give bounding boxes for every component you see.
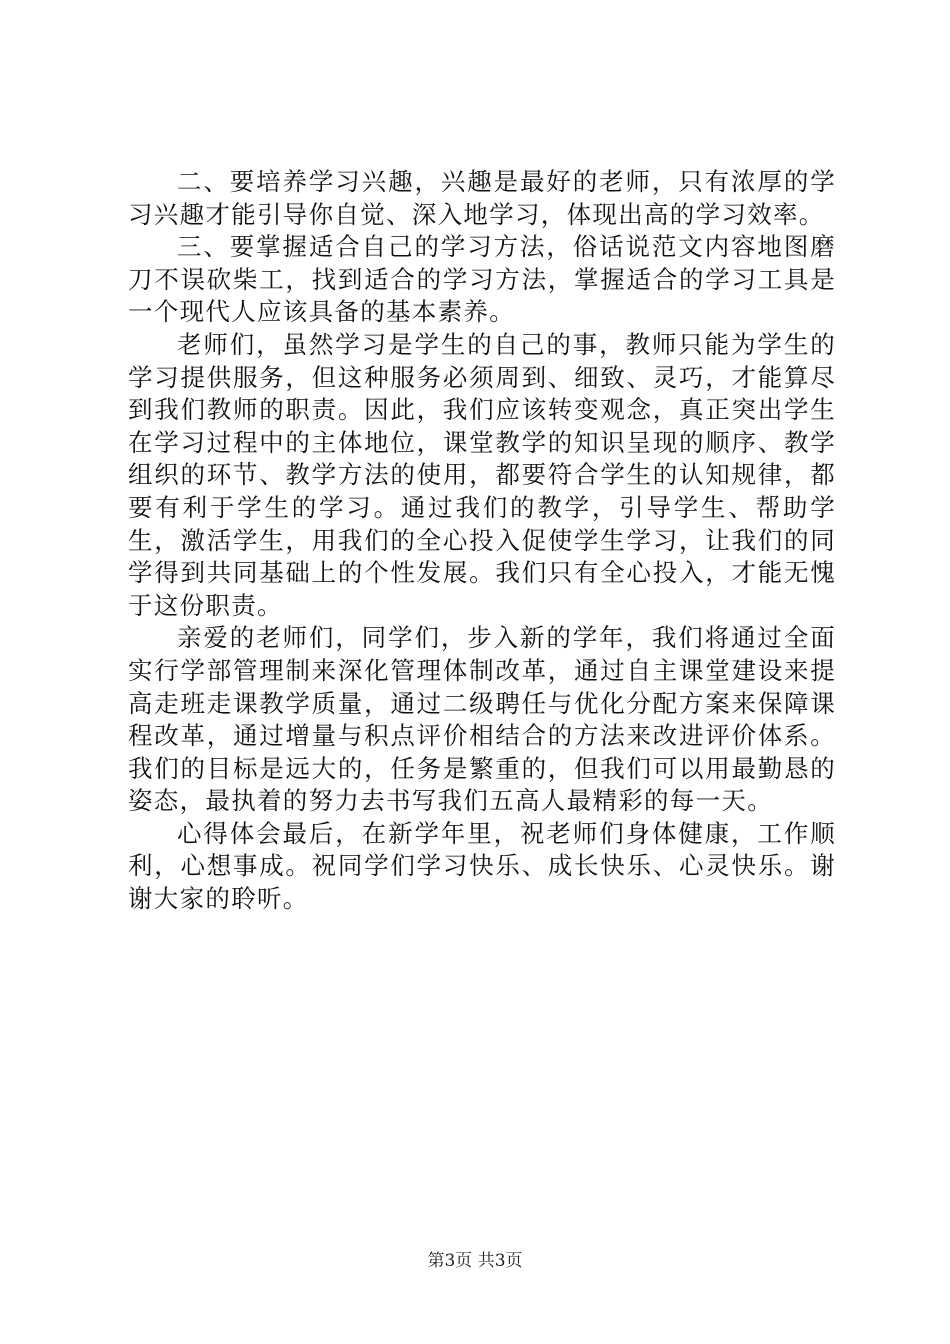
paragraph-closing: 心得体会最后，在新学年里，祝老师们身体健康，工作顺利，心想事成。祝同学们学习快乐、成长快乐、心灵快乐。谢谢大家的聆听。: [128, 818, 836, 914]
paragraph-teachers: 老师们，虽然学习是学生的自己的事，教师只能为学生的学习提供服务，但这种服务必须周到、细致、灵巧，才能算尽到我们教师的职责。因此，我们应该转变观念，真正突出学生在学习过程中的主体地位，课堂教学的知识呈现的顺序、教学组织的环节、教学方法的使用，都要符合学生的认知规律，都要有利于学生的学习。通过我们的教学，引导学生、帮助学生，激活学生，用我们的全心投入促使学生学习，让我们的同学得到共同基础上的个性发展。我们只有全心投入，才能无愧于这份职责。: [128, 329, 836, 620]
page-number-footer: 第3页 共3页: [427, 1251, 523, 1271]
document-body: [128, 166, 836, 916]
paragraph-new-year: 亲爱的老师们，同学们，步入新的学年，我们将通过全面实行学部管理制来深化管理体制改革，通过自主课堂建设来提高走班走课教学质量，通过二级聘任与优化分配方案来保障课程改革，通过增量与积点评价相结合的方法来改进评价体系。我们的目标是远大的，任务是繁重的，但我们可以用最勤恳的姿态，最执着的努力去书写我们五高人最精彩的每一天。: [128, 623, 836, 816]
paragraph-interest: 二、要培养学习兴趣，兴趣是最好的老师，只有浓厚的学习兴趣才能引导你自觉、深入地学习，体现出高的学习效率。: [128, 167, 836, 229]
paragraph-method: 三、要掌握适合自己的学习方法，俗话说范文内容地图磨刀不误砍柴工，找到适合的学习方法，掌握适合的学习工具是一个现代人应该具备的基本素养。: [128, 232, 836, 327]
